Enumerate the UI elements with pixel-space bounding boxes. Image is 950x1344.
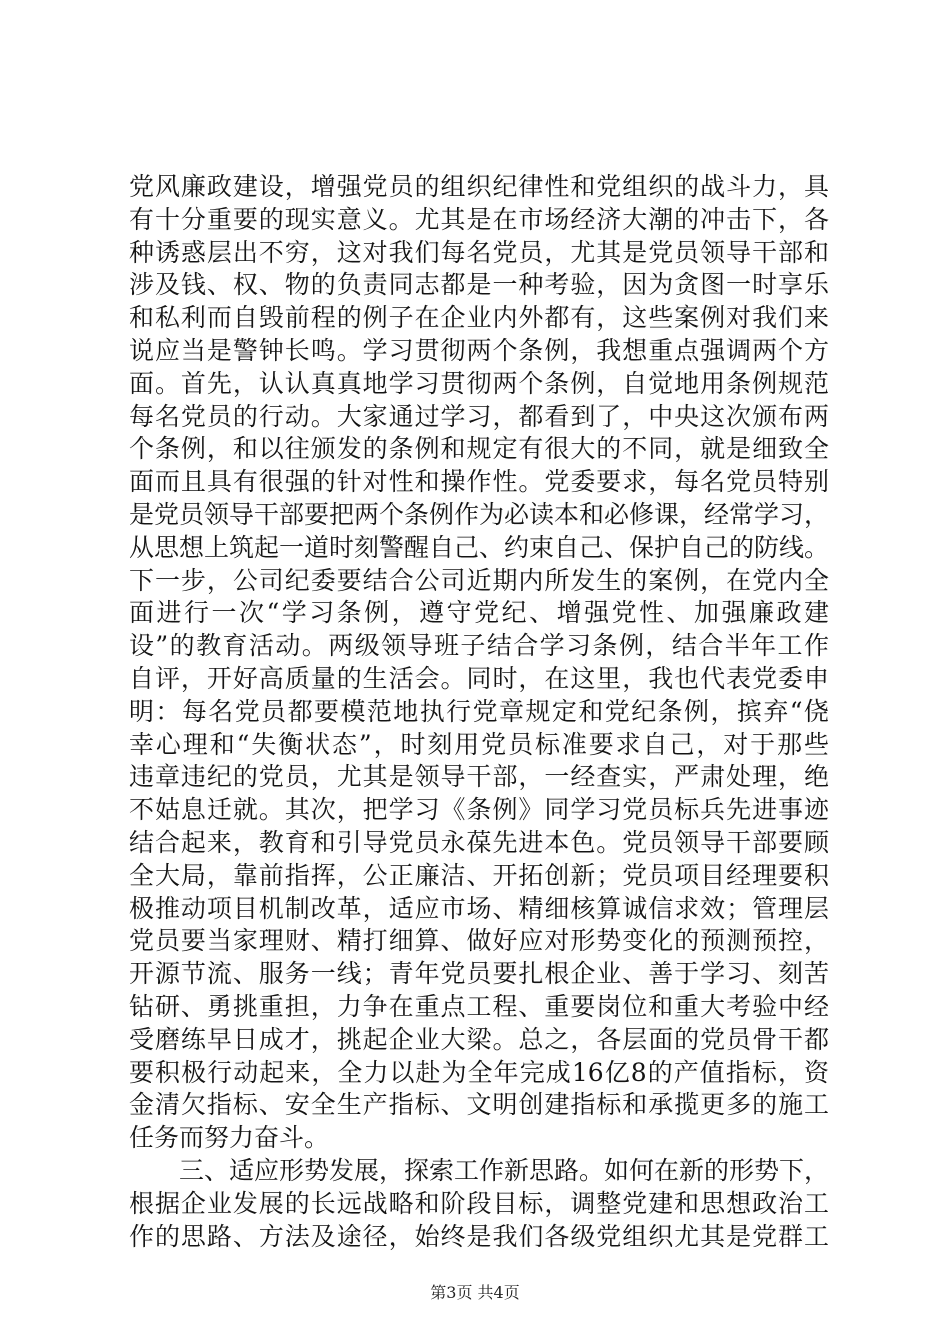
text-line: 要积极行动起来，全力以赴为全年完成16亿8的产值指标，资 [129, 1057, 829, 1087]
paragraph-end-line: 任务而努力奋斗。 [129, 1123, 330, 1153]
text-line: 违章违纪的党员，尤其是领导干部，一经查实，严肃处理，绝 [129, 762, 829, 792]
text-line: 种诱惑层出不穷，这对我们每名党员，尤其是党员领导干部和 [129, 237, 829, 267]
text-line: 每名党员的行动。大家通过学习，都看到了，中央这次颁布两 [129, 401, 829, 431]
page-number-footer: 第3页 共4页 [430, 1283, 520, 1302]
text-line: 面。首先，认认真真地学习贯彻两个条例，自觉地用条例规范 [129, 368, 829, 398]
text-line: 党风廉政建设，增强党员的组织纪律性和党组织的战斗力，具 [129, 172, 829, 201]
text-line: 和私利而自毁前程的例子在企业内外都有，这些案例对我们来 [129, 303, 829, 333]
text-line: 作的思路、方法及途径，始终是我们各级党组织尤其是党群工 [129, 1221, 829, 1251]
body-text [129, 171, 829, 1253]
text-line: 全大局，靠前指挥，公正廉洁、开拓创新；党员项目经理要积 [129, 860, 829, 890]
section-heading-line: 三、适应形势发展，探索工作新思路。如何在新的形势下， [179, 1155, 830, 1185]
text-line: 开源节流、服务一线；青年党员要扎根企业、善于学习、刻苦 [129, 959, 829, 989]
text-line: 明：每名党员都要模范地执行党章规定和党纪条例，摈弃“侥 [129, 696, 829, 726]
text-line: 是党员领导干部要把两个条例作为必读本和必修课，经常学习， [129, 499, 830, 529]
text-line: 设”的教育活动。两级领导班子结合学习条例，结合半年工作 [129, 631, 829, 661]
text-line: 受磨练早日成才，挑起企业大梁。总之，各层面的党员骨干都 [129, 1024, 829, 1054]
text-line: 个条例，和以往颁发的条例和规定有很大的不同，就是细致全 [129, 434, 829, 464]
text-line: 幸心理和“失衡状态”，时刻用党员标准要求自己，对于那些 [129, 729, 829, 759]
text-line: 涉及钱、权、物的负责同志都是一种考验，因为贪图一时享乐 [129, 270, 829, 300]
text-line: 有十分重要的现实意义。尤其是在市场经济大潮的冲击下，各 [129, 204, 829, 234]
text-line: 根据企业发展的长远战略和阶段目标，调整党建和思想政治工 [129, 1188, 829, 1218]
text-line: 金清欠指标、安全生产指标、文明创建指标和承揽更多的施工 [129, 1090, 829, 1120]
text-line: 党员要当家理财、精打细算、做好应对形势变化的预测预控， [129, 926, 829, 956]
text-line: 从思想上筑起一道时刻警醒自己、约束自己、保护自己的防线。 [129, 532, 830, 562]
text-line: 自评，开好高质量的生活会。同时，在这里，我也代表党委申 [129, 663, 829, 693]
text-line: 下一步，公司纪委要结合公司近期内所发生的案例，在党内全 [129, 565, 829, 595]
text-line: 说应当是警钟长鸣。学习贯彻两个条例，我想重点强调两个方 [129, 335, 829, 365]
text-line: 不姑息迁就。其次，把学习《条例》同学习党员标兵先进事迹 [129, 795, 829, 825]
text-line: 极推动项目机制改革，适应市场、精细核算诚信求效；管理层 [129, 893, 829, 923]
text-line: 钻研、勇挑重担，力争在重点工程、重要岗位和重大考验中经 [129, 991, 829, 1021]
text-line: 结合起来，教育和引导党员永葆先进本色。党员领导干部要顾 [129, 827, 829, 857]
text-line: 面而且具有很强的针对性和操作性。党委要求，每名党员特别 [129, 467, 829, 497]
text-line: 面进行一次“学习条例，遵守党纪、增强党性、加强廉政建 [129, 598, 829, 628]
